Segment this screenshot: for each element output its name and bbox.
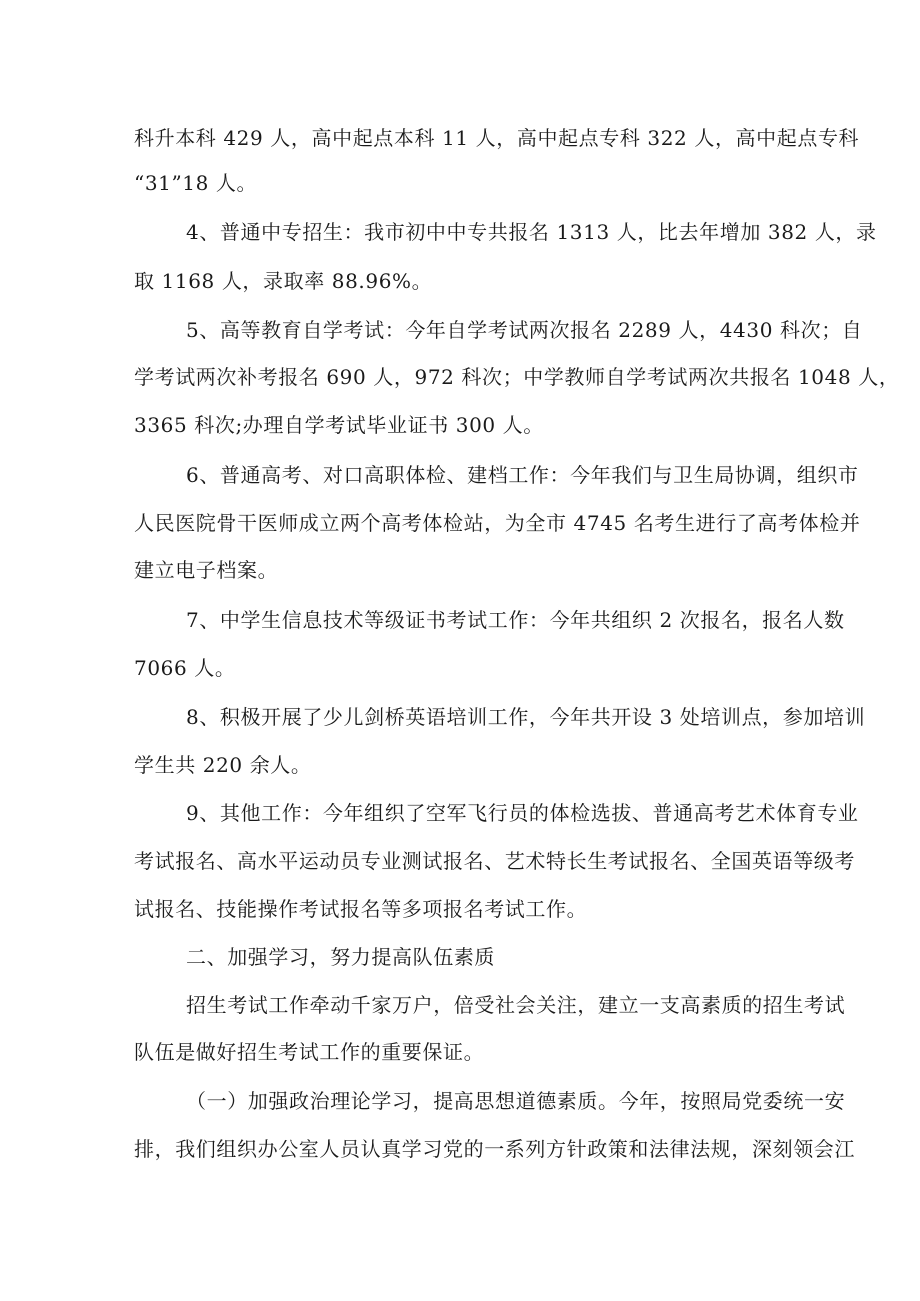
- text-line: 建立电子档案。: [134, 558, 279, 582]
- text-line: 学考试两次补考报名 690 人，972 科次；中学教师自学考试两次共报名 1048 人，: [134, 365, 900, 389]
- text-line: “31”18 人。: [134, 171, 258, 195]
- text-line: 7066 人。: [134, 656, 236, 680]
- text-line: 试报名、技能操作考试报名等多项报名考试工作。: [134, 897, 588, 921]
- text-line: （一）加强政治理论学习，提高思想道德素质。今年，按照局党委统一安: [186, 1089, 846, 1113]
- text-line: 考试报名、高水平运动员专业测试报名、艺术特长生考试报名、全国英语等级考: [134, 849, 855, 873]
- text-line: 学生共 220 余人。: [134, 753, 312, 777]
- text-line: 9、其他工作：今年组织了空军飞行员的体检选拔、普通高考艺术体育专业: [186, 801, 859, 825]
- text-line: 4、普通中专招生：我市初中中专共报名 1313 人，比去年增加 382 人，录: [186, 220, 877, 244]
- text-line: 5、高等教育自学考试：今年自学考试两次报名 2289 人，4430 科次；自: [186, 318, 863, 342]
- text-line: 3365 科次;办理自学考试毕业证书 300 人。: [134, 413, 544, 437]
- text-line: 人民医院骨干医师成立两个高考体检站，为全市 4745 名考生进行了高考体检并: [134, 511, 861, 535]
- text-line: 取 1168 人，录取率 88.96%。: [134, 269, 433, 293]
- text-line: 8、积极开展了少儿剑桥英语培训工作，今年共开设 3 处培训点，参加培训: [186, 705, 866, 729]
- text-line: 6、普通高考、对口高职体检、建档工作：今年我们与卫生局协调，组织市: [186, 463, 859, 487]
- text-line: 二、加强学习，努力提高队伍素质: [186, 945, 495, 969]
- text-line: 招生考试工作牵动千家万户，倍受社会关注，建立一支高素质的招生考试: [186, 993, 846, 1017]
- text-line: 排，我们组织办公室人员认真学习党的一系列方针政策和法律法规，深刻领会江: [134, 1137, 855, 1161]
- text-line: 科升本科 429 人，高中起点本科 11 人，高中起点专科 322 人，高中起点专科: [134, 126, 860, 150]
- text-line: 7、中学生信息技术等级证书考试工作：今年共组织 2 次报名，报名人数: [186, 608, 845, 632]
- text-line: 队伍是做好招生考试工作的重要保证。: [134, 1040, 485, 1064]
